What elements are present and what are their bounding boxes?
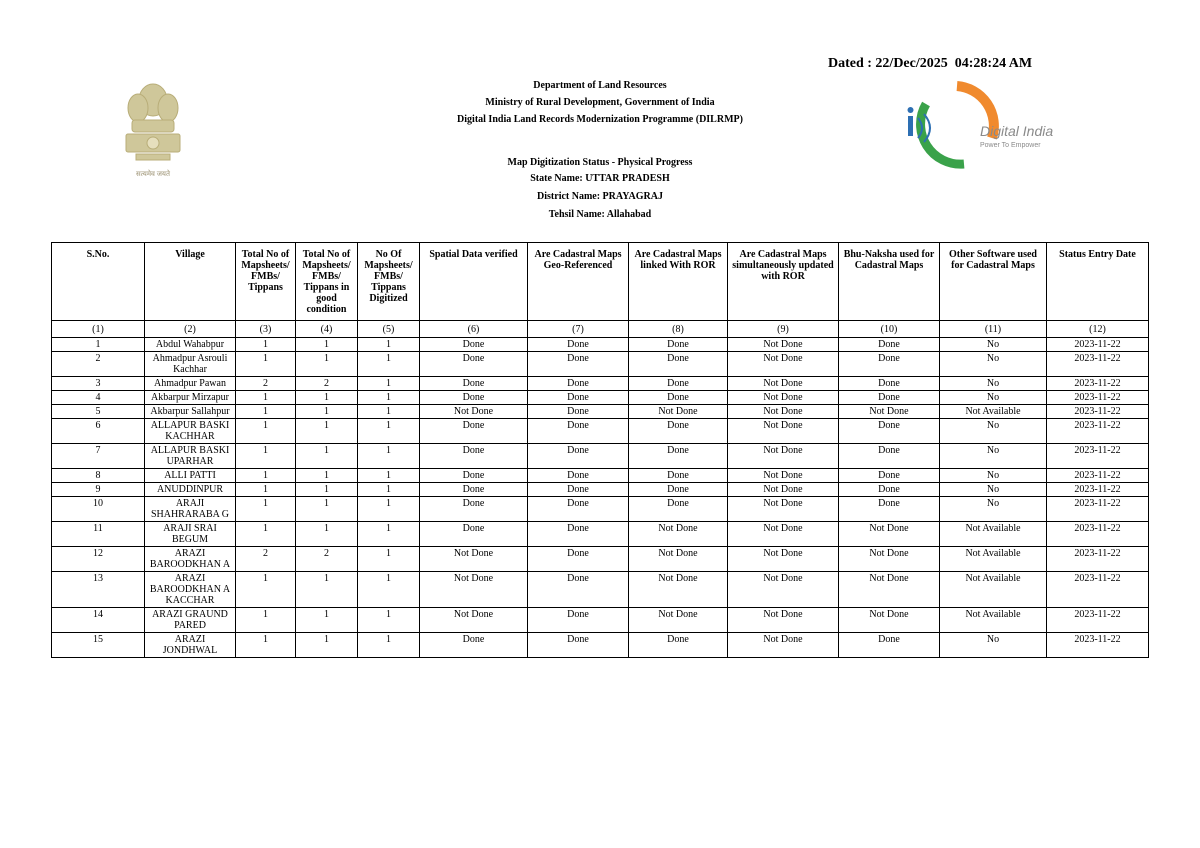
- table-cell: No: [940, 483, 1047, 497]
- col-header: S.No.: [52, 243, 145, 321]
- village-cell: ARAZI BAROODKHAN A KACCHAR: [145, 572, 236, 608]
- table-cell: No: [940, 444, 1047, 469]
- table-cell: Done: [839, 497, 940, 522]
- table-cell: Done: [629, 419, 728, 444]
- table-cell: 1: [296, 572, 358, 608]
- table-cell: 5: [52, 405, 145, 419]
- table-cell: Done: [629, 483, 728, 497]
- table-cell: Not Done: [728, 338, 839, 352]
- table-cell: No: [940, 469, 1047, 483]
- col-header: Are Cadastral Maps linked With ROR: [629, 243, 728, 321]
- table-cell: 1: [358, 497, 420, 522]
- table-row: [52, 572, 1149, 608]
- table-cell: 1: [296, 608, 358, 633]
- table-cell: Not Done: [728, 608, 839, 633]
- table-cell: Not Done: [728, 419, 839, 444]
- village-cell: Abdul Wahabpur: [145, 338, 236, 352]
- table-cell: 1: [296, 633, 358, 658]
- table-cell: No: [940, 377, 1047, 391]
- table-cell: 2023-11-22: [1047, 522, 1149, 547]
- table-cell: 1: [236, 469, 296, 483]
- table-cell: No: [940, 352, 1047, 377]
- col-number: (4): [296, 321, 358, 338]
- table-cell: 1: [358, 469, 420, 483]
- col-header: Status Entry Date: [1047, 243, 1149, 321]
- table-cell: 2023-11-22: [1047, 338, 1149, 352]
- table-cell: Not Done: [728, 547, 839, 572]
- col-number: (9): [728, 321, 839, 338]
- table-cell: 1: [296, 419, 358, 444]
- table-cell: Done: [629, 444, 728, 469]
- table-cell: 3: [52, 377, 145, 391]
- table-cell: 1: [358, 483, 420, 497]
- table-cell: 1: [358, 419, 420, 444]
- table-cell: Not Available: [940, 547, 1047, 572]
- table-cell: Not Done: [420, 572, 528, 608]
- table-row: [52, 377, 1149, 391]
- table-cell: Not Done: [420, 608, 528, 633]
- table-cell: Done: [629, 352, 728, 377]
- emblem-motto: सत्यमेव जयते: [136, 170, 170, 178]
- table-cell: 1: [236, 608, 296, 633]
- table-cell: 10: [52, 497, 145, 522]
- table-cell: 1: [296, 469, 358, 483]
- table-cell: 2023-11-22: [1047, 608, 1149, 633]
- table-cell: Not Done: [629, 608, 728, 633]
- table-cell: 2: [52, 352, 145, 377]
- table-cell: Done: [420, 483, 528, 497]
- table-cell: Done: [629, 391, 728, 405]
- col-number: (1): [52, 321, 145, 338]
- table-cell: 1: [358, 572, 420, 608]
- table-row: [52, 522, 1149, 547]
- table-cell: Not Done: [728, 572, 839, 608]
- col-number: (10): [839, 321, 940, 338]
- village-cell: ALLAPUR BASKI UPARHAR: [145, 444, 236, 469]
- village-cell: ARAZI JONDHWAL: [145, 633, 236, 658]
- table-cell: Done: [528, 633, 629, 658]
- village-cell: Akbarpur Sallahpur: [145, 405, 236, 419]
- table-cell: Not Done: [728, 377, 839, 391]
- village-cell: Ahmadpur Asrouli Kachhar: [145, 352, 236, 377]
- table-cell: Done: [629, 469, 728, 483]
- table-cell: Done: [420, 377, 528, 391]
- table-cell: Done: [420, 419, 528, 444]
- table-cell: Done: [629, 497, 728, 522]
- table-cell: 4: [52, 391, 145, 405]
- table-cell: Done: [629, 338, 728, 352]
- table-cell: 8: [52, 469, 145, 483]
- table-cell: Not Available: [940, 405, 1047, 419]
- table-cell: Done: [839, 377, 940, 391]
- table-cell: No: [940, 633, 1047, 658]
- table-cell: Done: [528, 391, 629, 405]
- table-cell: Done: [528, 547, 629, 572]
- table-row: [52, 497, 1149, 522]
- department-title: Department of Land Resources: [533, 80, 667, 91]
- table-cell: 11: [52, 522, 145, 547]
- table-cell: Not Done: [728, 405, 839, 419]
- table-cell: 1: [296, 405, 358, 419]
- table-cell: 1: [358, 377, 420, 391]
- table-cell: No: [940, 391, 1047, 405]
- table-cell: Done: [839, 338, 940, 352]
- table-cell: 14: [52, 608, 145, 633]
- table-cell: Done: [839, 444, 940, 469]
- table-cell: Done: [839, 419, 940, 444]
- table-cell: Not Done: [728, 522, 839, 547]
- table-row: [52, 338, 1149, 352]
- table-cell: 1: [296, 497, 358, 522]
- logo-name: Digital India: [980, 123, 1054, 139]
- table-cell: Done: [629, 377, 728, 391]
- table-cell: Done: [528, 522, 629, 547]
- col-number: (2): [145, 321, 236, 338]
- table-cell: 1: [296, 444, 358, 469]
- table-row: [52, 405, 1149, 419]
- table-cell: Done: [528, 377, 629, 391]
- table-cell: 12: [52, 547, 145, 572]
- table-cell: 9: [52, 483, 145, 497]
- table-cell: Done: [528, 352, 629, 377]
- table-cell: 1: [52, 338, 145, 352]
- col-header: Total No of Mapsheets/ FMBs/ Tippans in good condition: [296, 243, 358, 321]
- table-row: [52, 608, 1149, 633]
- table-row: [52, 419, 1149, 444]
- table-cell: 1: [358, 547, 420, 572]
- table-cell: 1: [236, 338, 296, 352]
- table-cell: Not Done: [839, 547, 940, 572]
- table-cell: Done: [420, 352, 528, 377]
- col-number: (8): [629, 321, 728, 338]
- table-cell: Not Done: [839, 608, 940, 633]
- table-cell: Done: [420, 633, 528, 658]
- table-cell: Done: [839, 391, 940, 405]
- table-cell: 1: [236, 405, 296, 419]
- table-cell: 1: [358, 405, 420, 419]
- col-number: (7): [528, 321, 629, 338]
- table-cell: 1: [236, 522, 296, 547]
- table-cell: Done: [528, 419, 629, 444]
- col-number: (3): [236, 321, 296, 338]
- map-digitization-table: [51, 242, 1149, 658]
- table-cell: 15: [52, 633, 145, 658]
- table-row: [52, 469, 1149, 483]
- table-cell: No: [940, 419, 1047, 444]
- col-header: Are Cadastral Maps Geo-Referenced: [528, 243, 629, 321]
- village-cell: ALLAPUR BASKI KACHHAR: [145, 419, 236, 444]
- table-cell: 1: [358, 633, 420, 658]
- village-cell: ARAZI GRAUND PARED: [145, 608, 236, 633]
- table-cell: Done: [420, 391, 528, 405]
- table-cell: 2023-11-22: [1047, 572, 1149, 608]
- table-cell: Not Done: [728, 633, 839, 658]
- national-emblem-icon: [118, 78, 188, 184]
- table-cell: 2: [236, 377, 296, 391]
- table-cell: 2023-11-22: [1047, 547, 1149, 572]
- table-row: [52, 547, 1149, 572]
- table-cell: 2: [296, 377, 358, 391]
- table-cell: 2023-11-22: [1047, 497, 1149, 522]
- table-cell: 1: [296, 352, 358, 377]
- table-cell: Not Available: [940, 608, 1047, 633]
- digital-india-logo: [902, 78, 1074, 170]
- table-cell: 1: [358, 352, 420, 377]
- table-cell: 1: [236, 497, 296, 522]
- table-cell: 1: [358, 391, 420, 405]
- table-cell: Done: [839, 483, 940, 497]
- table-cell: Done: [420, 469, 528, 483]
- district-name: District Name: PRAYAGRAJ: [537, 191, 663, 202]
- table-row: [52, 391, 1149, 405]
- col-number: (6): [420, 321, 528, 338]
- table-cell: 1: [358, 444, 420, 469]
- state-name: State Name: UTTAR PRADESH: [530, 173, 670, 184]
- table-cell: Done: [528, 608, 629, 633]
- table-cell: Not Available: [940, 522, 1047, 547]
- table-cell: Not Done: [728, 352, 839, 377]
- programme-title: Digital India Land Records Modernization Programme (DILRMP): [457, 114, 743, 125]
- table-row: [52, 633, 1149, 658]
- col-header: Village: [145, 243, 236, 321]
- table-cell: 1: [236, 419, 296, 444]
- table-cell: 2023-11-22: [1047, 391, 1149, 405]
- table-row: [52, 352, 1149, 377]
- col-header: Bhu-Naksha used for Cadastral Maps: [839, 243, 940, 321]
- table-cell: 1: [236, 633, 296, 658]
- table-cell: 2023-11-22: [1047, 633, 1149, 658]
- table-cell: 1: [358, 608, 420, 633]
- table-cell: Done: [528, 497, 629, 522]
- table-cell: 1: [236, 483, 296, 497]
- table-cell: Not Done: [420, 547, 528, 572]
- table-cell: 2023-11-22: [1047, 419, 1149, 444]
- table-cell: Done: [528, 405, 629, 419]
- village-cell: ARAJI SRAI BEGUM: [145, 522, 236, 547]
- table-cell: Done: [420, 444, 528, 469]
- table-cell: Done: [528, 469, 629, 483]
- col-header: Spatial Data verified: [420, 243, 528, 321]
- table-cell: Not Done: [629, 405, 728, 419]
- table-cell: 2023-11-22: [1047, 469, 1149, 483]
- table-cell: Done: [420, 338, 528, 352]
- table-row: [52, 483, 1149, 497]
- table-cell: Not Done: [728, 444, 839, 469]
- village-cell: Akbarpur Mirzapur: [145, 391, 236, 405]
- table-cell: 13: [52, 572, 145, 608]
- table-cell: Not Done: [839, 405, 940, 419]
- col-number: (5): [358, 321, 420, 338]
- table-cell: Done: [528, 444, 629, 469]
- ministry-title: Ministry of Rural Development, Government of India: [485, 97, 715, 108]
- dated-timestamp: Dated : 22/Dec/2025 04:28:24 AM: [828, 56, 1033, 71]
- village-cell: ALLI PATTI: [145, 469, 236, 483]
- col-number: (12): [1047, 321, 1149, 338]
- table-cell: Done: [839, 352, 940, 377]
- table-cell: Not Done: [629, 572, 728, 608]
- table-cell: Not Done: [728, 483, 839, 497]
- table-cell: 7: [52, 444, 145, 469]
- table-cell: 6: [52, 419, 145, 444]
- table-cell: Not Done: [839, 522, 940, 547]
- table-cell: Not Done: [728, 391, 839, 405]
- table-cell: 2023-11-22: [1047, 405, 1149, 419]
- table-cell: 2023-11-22: [1047, 444, 1149, 469]
- table-cell: 1: [236, 572, 296, 608]
- table-cell: Not Done: [728, 497, 839, 522]
- table-cell: Not Done: [420, 405, 528, 419]
- table-cell: Not Done: [629, 547, 728, 572]
- logo-tagline: Power To Empower: [980, 142, 1041, 149]
- table-cell: Not Done: [839, 572, 940, 608]
- table-cell: Done: [839, 633, 940, 658]
- village-cell: ARAZI BAROODKHAN A: [145, 547, 236, 572]
- report-title: Map Digitization Status - Physical Progress: [507, 157, 693, 168]
- table-cell: 1: [296, 338, 358, 352]
- table-cell: Done: [528, 338, 629, 352]
- table-cell: 1: [358, 522, 420, 547]
- table-cell: Not Done: [728, 469, 839, 483]
- table-cell: 2: [236, 547, 296, 572]
- col-number: (11): [940, 321, 1047, 338]
- table-cell: 2023-11-22: [1047, 352, 1149, 377]
- table-cell: No: [940, 338, 1047, 352]
- table-cell: 1: [236, 352, 296, 377]
- table-cell: Done: [839, 469, 940, 483]
- table-cell: Done: [528, 483, 629, 497]
- col-header: Total No of Mapsheets/ FMBs/ Tippans: [236, 243, 296, 321]
- village-cell: ANUDDINPUR: [145, 483, 236, 497]
- table-cell: Done: [420, 522, 528, 547]
- table-cell: 2023-11-22: [1047, 483, 1149, 497]
- col-header: No Of Mapsheets/ FMBs/ Tippans Digitized: [358, 243, 420, 321]
- table-cell: 1: [296, 522, 358, 547]
- table-cell: 1: [296, 483, 358, 497]
- table-cell: Not Done: [629, 522, 728, 547]
- table-row: [52, 444, 1149, 469]
- table-cell: 2023-11-22: [1047, 377, 1149, 391]
- col-header: Are Cadastral Maps simultaneously updated with ROR: [728, 243, 839, 321]
- header-row: [52, 243, 1149, 321]
- column-number-row: [52, 321, 1149, 338]
- table-cell: 1: [236, 391, 296, 405]
- table-cell: 1: [296, 391, 358, 405]
- table-cell: Done: [420, 497, 528, 522]
- table-cell: No: [940, 497, 1047, 522]
- tehsil-name: Tehsil Name: Allahabad: [548, 209, 652, 220]
- table-cell: 1: [358, 338, 420, 352]
- table-cell: Done: [528, 572, 629, 608]
- village-cell: Ahmadpur Pawan: [145, 377, 236, 391]
- table-cell: 1: [236, 444, 296, 469]
- table-cell: Not Available: [940, 572, 1047, 608]
- table-cell: Done: [629, 633, 728, 658]
- col-header: Other Software used for Cadastral Maps: [940, 243, 1047, 321]
- village-cell: ARAJI SHAHRARABA G: [145, 497, 236, 522]
- table-cell: 2: [296, 547, 358, 572]
